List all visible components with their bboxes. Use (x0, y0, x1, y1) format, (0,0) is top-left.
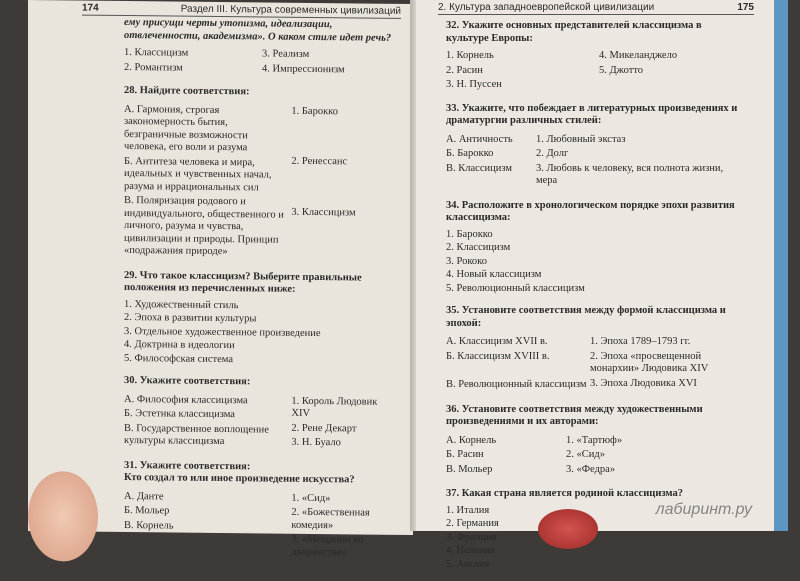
answer-option: 5. Джотто (599, 64, 644, 76)
question-30 (124, 375, 394, 452)
match-right-item: 1. Барокко (291, 105, 338, 117)
page-number: 175 (737, 1, 754, 13)
finger-photo-detail (28, 471, 98, 562)
match-right-item: 1. «Тартюф» (566, 434, 623, 446)
question-34 (446, 200, 746, 296)
match-left-item: А. Классицизм XVII в. (446, 336, 548, 347)
right-page-header (438, 0, 754, 15)
question-title: 29. Что такое классицизм? Выберите правильные положения из перечисленных ниже: (124, 269, 362, 295)
question-28 (124, 85, 394, 262)
question-title: 32. Укажите основных представителей классицизма в культуре Европы: (446, 20, 702, 44)
match-right-item: 2. Ренессанс (291, 155, 348, 168)
match-right-item: 3. «Мещанин во дворянстве» (291, 533, 364, 558)
question-subtitle: Кто создал то или иное произведение искусства? (124, 472, 355, 486)
list-item: 2. Классицизм (446, 242, 511, 253)
question-title: 31. Укажите соответствия: (124, 459, 251, 472)
match-right-item: 2. «Божественная комедия» (291, 506, 370, 531)
match-left-item: Б. Барокко (446, 148, 494, 159)
answer-option: 4. Микеланджело (599, 50, 678, 61)
match-right-item: 2. Рене Декарт (291, 422, 357, 434)
match-right-item: 3. Классицизм (291, 206, 356, 218)
match-left-item: В. Поляризация родового и индивидуального, общественного и личного, разума и чувства, цивилизации и природы. Принцип «подражания природе» (124, 195, 284, 258)
question-title: 30. Укажите соответствия: (124, 375, 251, 388)
watermark: лабиринт.ру (655, 501, 752, 518)
match-left-item: А. Гармония, строгая закономерность бытия, безграничные возможности человека, его воли и разума (124, 103, 248, 154)
match-left-item: В. Революционный классицизм (446, 379, 587, 390)
answer-option: 1. Классицизм (124, 47, 189, 59)
running-header: Раздел III. Культура современных цивилизаций (180, 3, 401, 17)
question-29 (124, 270, 394, 368)
question-33 (446, 103, 746, 190)
question-title: 33. Укажите, что побеждает в литературных произведениях и драматургии различных стилей: (446, 102, 738, 126)
list-item: 1. Барокко (446, 228, 493, 240)
match-right-item: 2. «Сид» (566, 449, 605, 460)
right-page (416, 0, 776, 570)
match-left-item: Б. Мольер (124, 505, 170, 517)
match-right-item: 3. Любовь к человеку, вся полнота жизни, мера (536, 162, 724, 186)
list-item: 5. Философская система (124, 352, 234, 365)
list-item: 4. Испания (446, 545, 496, 556)
question-title: 35. Установите соответствия между формой классицизма и эпохой: (446, 305, 726, 329)
answer-option: 2. Расин (446, 64, 483, 76)
list-item: 1. Италия (446, 504, 490, 516)
match-left-item: Б. Антитеза человека и мира, идеальных и чувственных начал, разума и иррациональных сил (124, 155, 272, 193)
question-title: 28. Найдите соответствия: (124, 85, 250, 98)
list-item: 5. Англия (446, 558, 490, 570)
list-item: 4. Новый классицизм (446, 269, 542, 280)
question-title: 36. Установите соответствия между художественными произведениями и их авторами: (446, 403, 703, 427)
match-left-item: Б. Расин (446, 449, 484, 460)
list-item: 4. Доктрина в идеологии (124, 339, 235, 352)
question-32 (446, 20, 746, 93)
question-35 (446, 305, 746, 394)
question-title: 37. Какая страна является родиной классицизма? (446, 488, 684, 499)
match-right-item: 1. «Сид» (291, 492, 331, 504)
question-title: 34. Расположите в хронологическом порядке эпохи развития классицизма: (446, 199, 735, 223)
answer-option: 4. Импрессионизм (262, 62, 345, 75)
running-header: 2. Культура западноевропейской цивилизации (438, 1, 655, 13)
list-item: 1. Художественный стиль (124, 298, 239, 311)
match-right-item: 2. Долг (536, 148, 569, 159)
question-intro (124, 17, 394, 78)
match-left-item: А. Данте (124, 490, 164, 502)
match-left-item: Б. Эстетика классицизма (124, 408, 235, 421)
question-text: ему присущи черты утопизма, идеализации, отвлеченности, академизма». О каком стиле идет речь? (124, 17, 392, 44)
left-page (28, 0, 413, 558)
match-right-item: 1. Король Людовик XIV (291, 395, 378, 419)
match-right-item: 3. «Федра» (566, 463, 616, 475)
match-right-item: 1. Эпоха 1789–1793 гг. (590, 336, 691, 347)
match-left-item: Б. Классицизм XVIII в. (446, 350, 550, 362)
match-left-item: В. Государственное воплощение культуры классицизма (124, 422, 269, 448)
match-right-item: 1. Любовный экстаз (536, 133, 626, 145)
list-item: 2. Эпоха в развитии культуры (124, 312, 257, 325)
question-31 (124, 460, 394, 562)
answer-option: 3. Реализм (262, 48, 310, 60)
match-right-item: 2. Эпоха «просвещенной монархии» Людовика XIV (590, 350, 709, 374)
fingernail-photo-detail (538, 509, 598, 549)
list-item: 3. Франция (446, 531, 497, 543)
book-cover-edge (774, 0, 788, 531)
match-left-item: А. Античность (446, 133, 513, 145)
list-item: 3. Рококо (446, 255, 487, 267)
match-left-item: А. Корнель (446, 434, 497, 446)
list-item: 5. Революционный классицизм (446, 282, 585, 294)
list-item: 3. Отдельное художественное произведение (124, 325, 321, 339)
list-item: 2. Германия (446, 518, 499, 529)
answer-option: 2. Романтизм (124, 61, 183, 74)
answer-option: 3. Н. Пуссен (446, 79, 502, 90)
page-number: 174 (82, 2, 99, 14)
match-left-item: В. Классицизм (446, 162, 512, 174)
open-book (18, 0, 788, 570)
match-right-item: 3. Эпоха Людовика XVI (590, 377, 697, 389)
match-left-item: В. Мольер (446, 463, 493, 475)
match-right-item: 3. Н. Буало (291, 436, 341, 449)
answer-option: 1. Корнель (446, 50, 494, 61)
match-left-item: А. Философия классицизма (124, 393, 248, 406)
match-left-item: В. Корнель (124, 519, 174, 532)
question-36 (446, 404, 746, 479)
